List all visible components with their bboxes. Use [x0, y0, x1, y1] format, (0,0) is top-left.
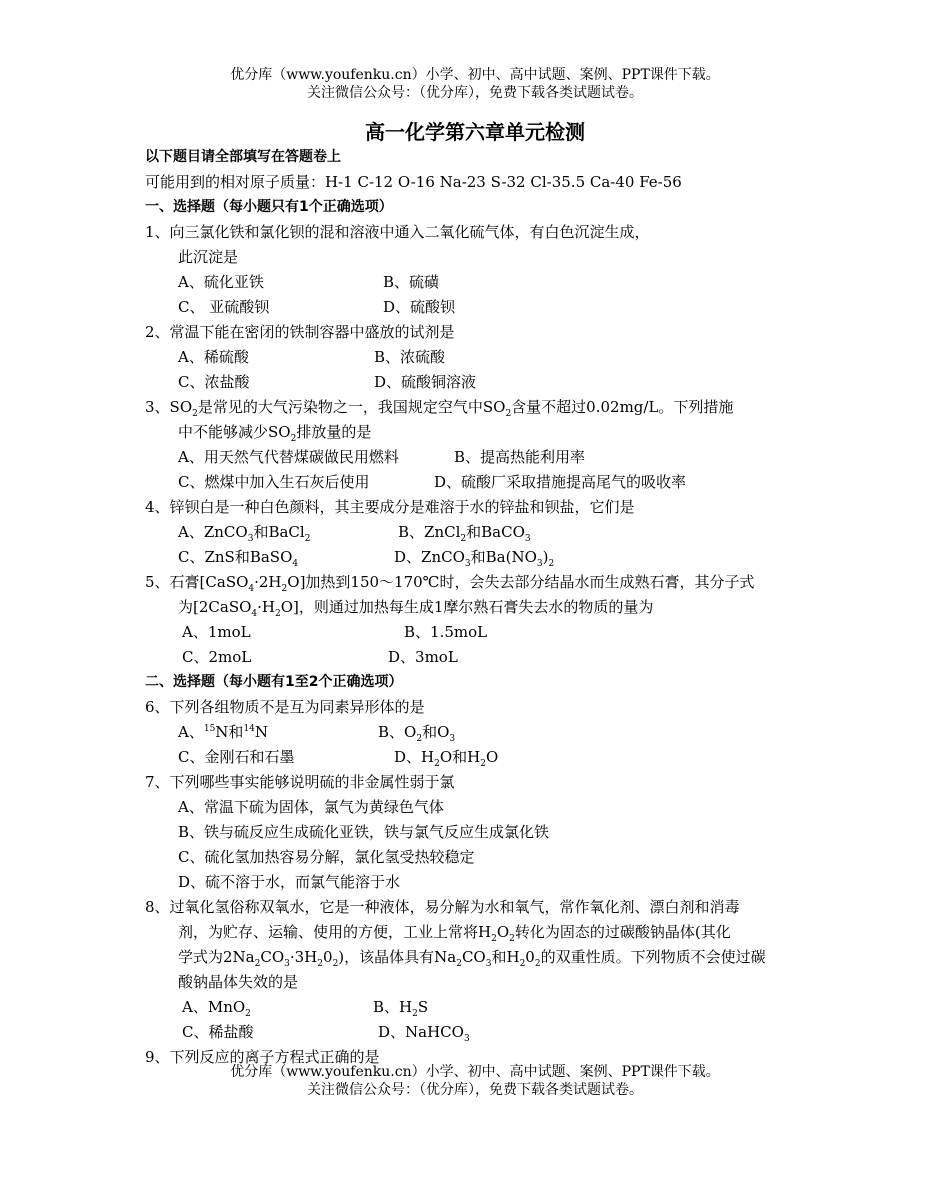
q4-stem: 4、锌钡白是一种白色颜料，其主要成分是难溶于水的锌盐和钡盐，它们是 — [145, 498, 635, 516]
q4-options-row-2 — [145, 545, 815, 570]
q1-options-row-2 — [145, 295, 815, 320]
q5-options-row-1 — [145, 620, 815, 645]
q5-option-d: D、3moL — [388, 648, 458, 666]
q5-option-c: C、2moL — [182, 648, 252, 666]
q7-option-d: D、硫不溶于水，而氯气能溶于水 — [178, 873, 401, 891]
q6-option-a: A、$^{15}$N和$^{14}$N — [178, 723, 269, 741]
q6-option-d: D、$H_2O$和$H_2O$ — [394, 748, 499, 769]
q3-stem-line-1: 3、$SO_2$是常见的大气污染物之一，我国规定空气中$SO_2$含量不超过0.02mg/L。下列措施 — [145, 398, 734, 419]
header-line-1: 优分库（www.youfenku.cn）小学、初中、高中试题、案例、PPT课件下载。 — [230, 67, 720, 83]
q8-option-a: A、MnO$_2$ — [182, 998, 251, 1019]
q3-options-row-1 — [145, 445, 815, 470]
q8-option-b: B、$H_2S$ — [373, 998, 429, 1019]
q2-option-a: A、稀硫酸 — [178, 348, 249, 366]
q1-stem-line-1: 1、向三氯化铁和氯化钡的混和溶液中通入二氧化硫气体，有白色沉淀生成， — [145, 223, 650, 241]
atomic-mass-line: 可能用到的相对原子质量：H-1 C-12 O-16 Na-23 S-32 Cl-35.5 Ca-40 Fe-56 — [145, 173, 682, 191]
page-header — [0, 66, 950, 102]
q2-option-c: C、浓盐酸 — [178, 373, 250, 391]
q7-option-c: C、硫化氢加热容易分解，氯化氢受热较稳定 — [178, 848, 475, 866]
q8-options-row-2 — [145, 1020, 815, 1045]
q8-option-d: D、NaHCO$_3$ — [378, 1023, 470, 1044]
q8-stem-line-3: 学式为$2Na_2CO_3\cdot 3H_20_2$)，该晶体具有$Na_2CO_3$和$H_20_2$的双重性质。下列物质不会使过碳 — [178, 948, 766, 969]
q3-option-d: D、硫酸厂采取措施提高尾气的吸收率 — [434, 473, 687, 491]
section-2-heading: 二、选择题（每小题有1至2个正确选项） — [145, 674, 403, 690]
q7-option-b: B、铁与硫反应生成硫化亚铁，铁与氯气反应生成氯化铁 — [178, 823, 550, 841]
q5-option-a: A、1moL — [182, 623, 251, 641]
header-line-2: 关注微信公众号：（优分库），免费下载各类试题试卷。 — [307, 85, 643, 101]
q3-option-b: B、提高热能利用率 — [454, 448, 586, 466]
q7-stem: 7、下列哪些事实能够说明硫的非金属性弱于氯 — [145, 773, 455, 791]
footer-line-1: 优分库（www.youfenku.cn）小学、初中、高中试题、案例、PPT课件下载。 — [230, 1064, 720, 1080]
q2-stem: 2、常温下能在密闭的铁制容器中盛放的试剂是 — [145, 323, 455, 341]
page-title: 高一化学第六章单元检测 — [365, 120, 585, 144]
q5-options-row-2 — [145, 645, 815, 670]
q3-option-a: A、用天然气代替煤碳做民用燃料 — [178, 448, 399, 466]
q2-options-row-2 — [145, 370, 815, 395]
q5-stem-line-1: 5、石膏$[CaSO_4\cdot 2H_2O]$加热到150～170℃时，会失去部分结晶水而生成熟石膏，其分子式 — [145, 573, 755, 594]
q6-option-b: B、$O_2$和$O_3$ — [378, 723, 456, 744]
q4-option-d: D、ZnCO$_3$和$Ba(NO_3)_2$ — [394, 548, 555, 569]
q2-option-d: D、硫酸铜溶液 — [374, 373, 477, 391]
q6-option-c: C、金刚石和石墨 — [178, 748, 295, 766]
q8-stem-line-2: 剂，为贮存、运输、使用的方便，工业上常将$H_2O_2$转化为固态的过碳酸钠晶体(其化 — [178, 923, 731, 944]
q1-option-a: A、硫化亚铁 — [178, 273, 264, 291]
q7-option-a: A、常温下硫为固体，氯气为黄绿色气体 — [178, 798, 444, 816]
page-footer — [0, 1063, 950, 1099]
q1-option-d: D、硫酸钡 — [383, 298, 456, 316]
q1-stem-line-2: 此沉淀是 — [178, 248, 239, 266]
q6-options-row-2 — [145, 745, 815, 770]
q2-option-b: B、浓硫酸 — [374, 348, 446, 366]
q8-options-row-1 — [145, 995, 815, 1020]
q4-option-b: B、ZnCl$_2$和BaCO$_3$ — [398, 523, 531, 544]
q3-options-row-2 — [145, 470, 815, 495]
footer-line-2: 关注微信公众号：（优分库），免费下载各类试题试卷。 — [307, 1082, 643, 1098]
instruction-note: 以下题目请全部填写在答题卷上 — [145, 149, 341, 165]
q1-option-c: C、 亚硫酸钡 — [178, 298, 270, 316]
q4-option-a: A、ZnCO$_3$和BaCl$_2$ — [178, 523, 311, 544]
q5-stem-line-2: 为$[2CaSO_4\cdot H_2O]$，则通过加热每生成1摩尔熟石膏失去水的物质的量为 — [178, 598, 654, 619]
q4-option-c: C、ZnS和BaSO$_4$ — [178, 548, 299, 569]
q6-stem: 6、下列各组物质不是互为同素异形体的是 — [145, 698, 425, 716]
q1-option-b: B、硫磺 — [383, 273, 440, 291]
q8-stem-line-4: 酸钠晶体失效的是 — [178, 973, 299, 991]
exam-content — [145, 145, 815, 1070]
q9-stem: 9、下列反应的离子方程式正确的是 — [145, 1048, 380, 1066]
q6-options-row-1 — [145, 720, 815, 745]
q4-options-row-1 — [145, 520, 815, 545]
section-1-heading: 一、选择题（每小题只有1个正确选项） — [145, 199, 393, 215]
q8-option-c: C、稀盐酸 — [182, 1023, 254, 1041]
q3-option-c: C、燃煤中加入生石灰后使用 — [178, 473, 370, 491]
q3-stem-line-2: 中不能够减少$SO_2$排放量的是 — [178, 423, 372, 444]
q2-options-row-1 — [145, 345, 815, 370]
q5-option-b: B、1.5moL — [404, 623, 488, 641]
q1-options-row-1 — [145, 270, 815, 295]
q8-stem-line-1: 8、过氧化氢俗称双氧水，它是一种液体，易分解为水和氧气，常作氧化剂、漂白剂和消毒 — [145, 898, 740, 916]
